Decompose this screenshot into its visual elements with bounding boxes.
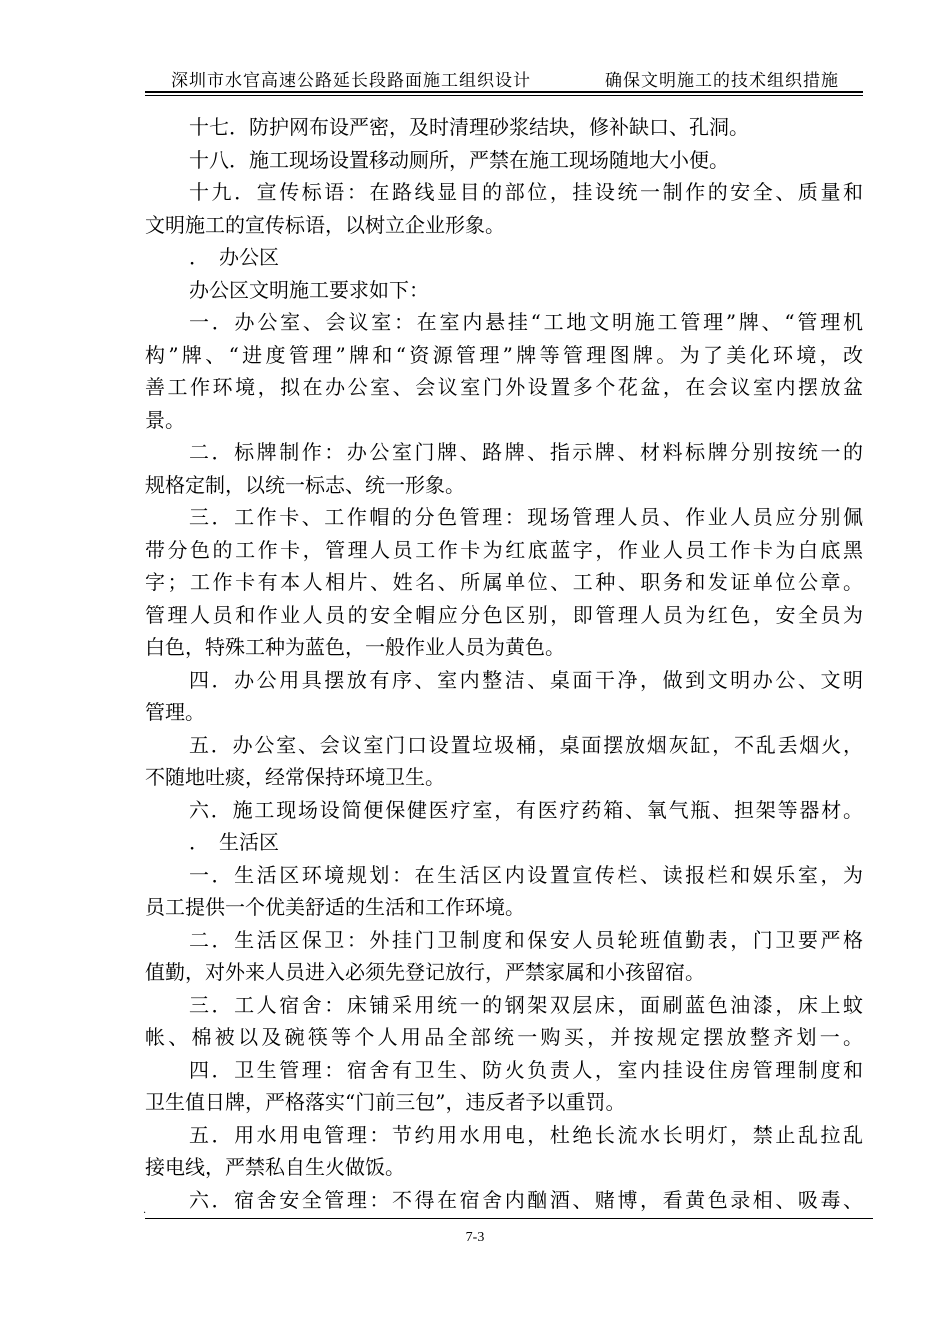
- text-line: 员工提供一个优美舒适的生活和工作环境。: [145, 895, 525, 919]
- text-line: 四．办公用具摆放有序、室内整洁、桌面干净，做到文明办公、文明: [189, 667, 863, 692]
- header-rule-thin: [145, 95, 863, 96]
- text-line: ． 生活区: [189, 830, 279, 854]
- text-line: 六．施工现场设简便保健医疗室，有医疗药箱、氧气瓶、担架等器材。: [189, 797, 863, 822]
- text-line: 善工作环境，拟在办公室、会议室门外设置多个花盆，在会议室内摆放盆: [145, 375, 863, 399]
- text-line: 五．办公室、会议室门口设置垃圾桶，桌面摆放烟灰缸，不乱丢烟火，: [189, 732, 863, 757]
- text-line: 十九．宣传标语：在路线显目的部位，挂设统一制作的安全、质量和: [189, 180, 863, 204]
- section-title: 确保文明施工的技术组织措施: [605, 71, 839, 91]
- text-line: 一．生活区环境规划：在生活区内设置宣传栏、读报栏和娱乐室，为: [189, 862, 863, 887]
- text-line: 十七．防护网布设严密，及时清理砂浆结块，修补缺口、孔洞。: [189, 115, 749, 139]
- text-line: 十八．施工现场设置移动厕所，严禁在施工现场随地大小便。: [189, 147, 729, 172]
- text-line: 办公区文明施工要求如下：: [189, 277, 429, 302]
- text-line: 二．生活区保卫：外挂门卫制度和保安人员轮班值勤表，门卫要严格: [189, 927, 863, 952]
- text-line: 管理人员和作业人员的安全帽应分色区别，即管理人员为红色，安全员为: [145, 602, 863, 627]
- text-line: 三．工人宿舍：床铺采用统一的钢架双层床，面刷蓝色油漆，床上蚊: [189, 992, 863, 1017]
- text-line: 管理。: [145, 700, 205, 724]
- text-line: 值勤，对外来人员进入必须先登记放行，严禁家属和小孩留宿。: [145, 960, 705, 984]
- footer-mark: .: [143, 1205, 147, 1216]
- document-title: 深圳市水官高速公路延长段路面施工组织设计: [171, 71, 531, 91]
- text-line: 帐、棉被以及碗筷等个人用品全部统一购买，并按规定摆放整齐划一。: [145, 1025, 863, 1049]
- text-line: ． 办公区: [189, 245, 279, 269]
- text-line: 带分色的工作卡，管理人员工作卡为红底蓝字，作业人员工作卡为白底黑: [145, 537, 863, 562]
- page-number: 7-3: [465, 1230, 485, 1245]
- text-line: 不随地吐痰，经常保持环境卫生。: [145, 765, 445, 789]
- document-body: [145, 111, 863, 1216]
- text-line: 接电线，严禁私自生火做饭。: [145, 1155, 405, 1179]
- text-line: 二．标牌制作：办公室门牌、路牌、指示牌、材料标牌分别按统一的: [189, 440, 863, 464]
- text-line: 白色，特殊工种为蓝色，一般作业人员为黄色。: [145, 635, 565, 659]
- text-line: 规格定制，以统一标志、统一形象。: [145, 472, 465, 497]
- text-line: 三．工作卡、工作帽的分色管理：现场管理人员、作业人员应分别佩: [189, 505, 863, 529]
- text-line: 卫生值日牌，严格落实“门前三包”，违反者予以重罚。: [145, 1090, 626, 1114]
- text-line: 六．宿舍安全管理：不得在宿舍内酗酒、赌博，看黄色录相、吸毒、: [189, 1187, 863, 1212]
- page-header: [145, 66, 863, 94]
- text-line: 一．办公室、会议室：在室内悬挂“工地文明施工管理”牌、“管理机: [189, 310, 863, 334]
- text-line: 景。: [145, 407, 185, 432]
- text-line: 五．用水用电管理：节约用水用电，杜绝长流水长明灯，禁止乱拉乱: [189, 1122, 863, 1147]
- footer-rule: [145, 1218, 873, 1219]
- text-line: 字；工作卡有本人相片、姓名、所属单位、工种、职务和发证单位公章。: [145, 570, 863, 594]
- text-line: 构”牌、“进度管理”牌和“资源管理”牌等管理图牌。为了美化环境，改: [145, 342, 863, 367]
- text-line: 四．卫生管理：宿舍有卫生、防火负责人，室内挂设住房管理制度和: [189, 1057, 863, 1082]
- text-line: 文明施工的宣传标语，以树立企业形象。: [145, 212, 505, 237]
- header-rule-thick: [145, 91, 863, 93]
